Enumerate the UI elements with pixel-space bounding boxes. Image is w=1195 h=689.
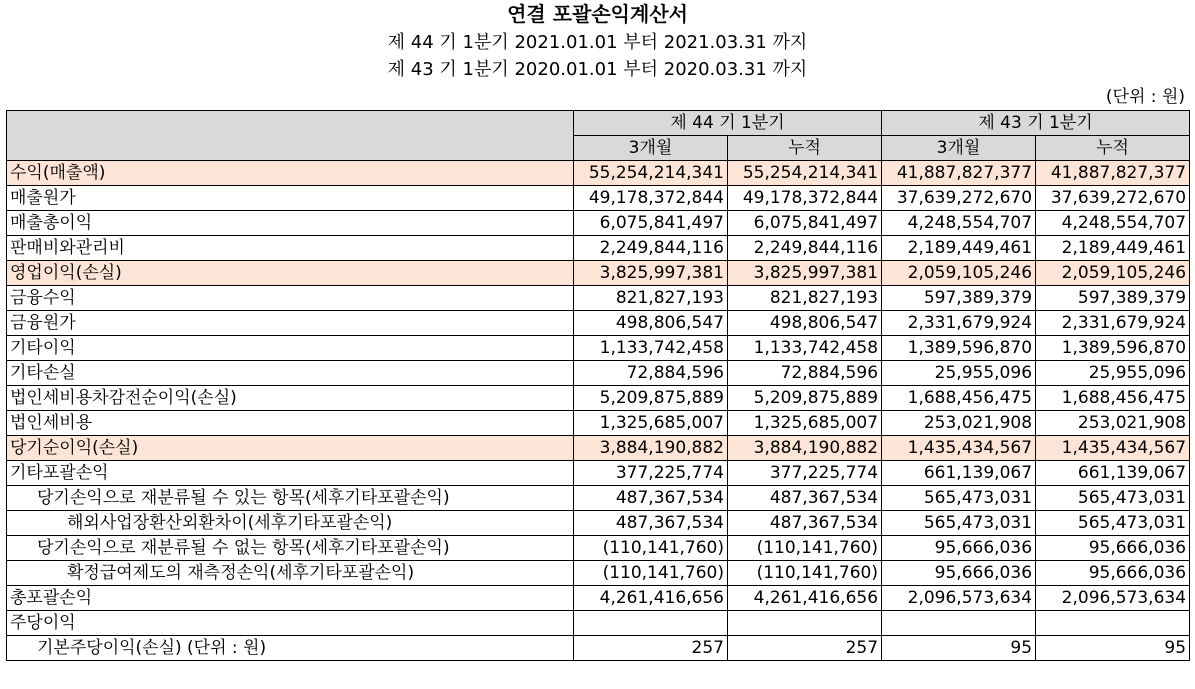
- value-prior-3months: 95: [882, 636, 1036, 661]
- value-current-cumulative: 55,254,214,341: [728, 161, 882, 186]
- value-prior-cumulative: 661,139,067: [1036, 461, 1190, 486]
- value-current-3months: 3,825,997,381: [574, 261, 728, 286]
- value-prior-3months: 2,189,449,461: [882, 236, 1036, 261]
- value-prior-cumulative: [1036, 611, 1190, 636]
- value-prior-cumulative: 37,639,272,670: [1036, 186, 1190, 211]
- value-prior-3months: 95,666,036: [882, 561, 1036, 586]
- row-label: 매출총이익: [7, 211, 574, 236]
- value-prior-3months: 565,473,031: [882, 486, 1036, 511]
- table-row: [7, 436, 1190, 461]
- statement-title: 연결 포괄손익계산서: [507, 2, 688, 26]
- table-row: [7, 386, 1190, 411]
- row-label: 기타이익: [7, 336, 574, 361]
- value-current-3months: (110,141,760): [574, 536, 728, 561]
- value-prior-3months: 1,688,456,475: [882, 386, 1036, 411]
- value-current-3months: 72,884,596: [574, 361, 728, 386]
- value-prior-cumulative: 95,666,036: [1036, 561, 1190, 586]
- row-label: 당기순이익(손실): [7, 436, 574, 461]
- value-current-cumulative: (110,141,760): [728, 536, 882, 561]
- value-prior-cumulative: 2,331,679,924: [1036, 311, 1190, 336]
- value-current-3months: 257: [574, 636, 728, 661]
- row-label: 매출원가: [7, 186, 574, 211]
- table-row: [7, 561, 1190, 586]
- value-current-3months: 487,367,534: [574, 511, 728, 536]
- table-header: [7, 111, 1190, 161]
- value-prior-3months: 2,059,105,246: [882, 261, 1036, 286]
- row-label: 당기손익으로 재분류될 수 없는 항목(세후기타포괄손익): [7, 536, 574, 561]
- row-label: 수익(매출액): [7, 161, 574, 186]
- table-row: [7, 486, 1190, 511]
- table-row: [7, 286, 1190, 311]
- header-current-3months: 3개월: [574, 136, 728, 161]
- value-prior-cumulative: 1,435,434,567: [1036, 436, 1190, 461]
- table-row: [7, 611, 1190, 636]
- table-row: [7, 461, 1190, 486]
- value-prior-3months: 95,666,036: [882, 536, 1036, 561]
- table-row: [7, 536, 1190, 561]
- prior-period: 제 43 기 1분기 2020.01.01 부터 2020.03.31 까지: [387, 59, 808, 80]
- value-prior-cumulative: 597,389,379: [1036, 286, 1190, 311]
- value-current-cumulative: 377,225,774: [728, 461, 882, 486]
- row-label: 총포괄손익: [7, 586, 574, 611]
- value-prior-3months: 565,473,031: [882, 511, 1036, 536]
- value-prior-3months: 41,887,827,377: [882, 161, 1036, 186]
- value-current-3months: (110,141,760): [574, 561, 728, 586]
- value-prior-cumulative: 253,021,908: [1036, 411, 1190, 436]
- row-label: 주당이익: [7, 611, 574, 636]
- row-label: 법인세비용차감전순이익(손실): [7, 386, 574, 411]
- value-current-3months: 1,133,742,458: [574, 336, 728, 361]
- value-current-3months: 2,249,844,116: [574, 236, 728, 261]
- current-period: 제 44 기 1분기 2021.01.01 부터 2021.03.31 까지: [387, 32, 808, 53]
- value-current-cumulative: 487,367,534: [728, 486, 882, 511]
- value-prior-cumulative: 2,096,573,634: [1036, 586, 1190, 611]
- value-current-3months: 49,178,372,844: [574, 186, 728, 211]
- value-current-cumulative: 487,367,534: [728, 511, 882, 536]
- value-prior-cumulative: 565,473,031: [1036, 486, 1190, 511]
- value-current-cumulative: 49,178,372,844: [728, 186, 882, 211]
- table-row: [7, 311, 1190, 336]
- value-current-cumulative: 257: [728, 636, 882, 661]
- value-current-3months: 3,884,190,882: [574, 436, 728, 461]
- value-prior-cumulative: 1,389,596,870: [1036, 336, 1190, 361]
- header-current-cumulative: 누적: [728, 136, 882, 161]
- value-current-3months: 498,806,547: [574, 311, 728, 336]
- table-row: [7, 411, 1190, 436]
- row-label: 당기손익으로 재분류될 수 있는 항목(세후기타포괄손익): [7, 486, 574, 511]
- row-label: 법인세비용: [7, 411, 574, 436]
- row-label: 기타손실: [7, 361, 574, 386]
- value-prior-cumulative: 4,248,554,707: [1036, 211, 1190, 236]
- value-prior-cumulative: 95: [1036, 636, 1190, 661]
- value-prior-3months: [882, 611, 1036, 636]
- row-label: 확정급여제도의 재측정손익(세후기타포괄손익): [7, 561, 574, 586]
- value-prior-3months: 1,389,596,870: [882, 336, 1036, 361]
- header-prior-cumulative: 누적: [1036, 136, 1190, 161]
- value-current-3months: 4,261,416,656: [574, 586, 728, 611]
- header-current-period: 제 44 기 1분기: [574, 111, 882, 136]
- value-prior-cumulative: 95,666,036: [1036, 536, 1190, 561]
- header-prior-period: 제 43 기 1분기: [882, 111, 1190, 136]
- value-current-cumulative: 4,261,416,656: [728, 586, 882, 611]
- value-prior-3months: 253,021,908: [882, 411, 1036, 436]
- table-row: [7, 336, 1190, 361]
- value-current-cumulative: 6,075,841,497: [728, 211, 882, 236]
- value-prior-cumulative: 41,887,827,377: [1036, 161, 1190, 186]
- value-current-cumulative: [728, 611, 882, 636]
- row-label: 영업이익(손실): [7, 261, 574, 286]
- table-row: [7, 186, 1190, 211]
- value-prior-3months: 25,955,096: [882, 361, 1036, 386]
- value-current-3months: 6,075,841,497: [574, 211, 728, 236]
- income-statement-table: [6, 110, 1190, 661]
- value-current-3months: 55,254,214,341: [574, 161, 728, 186]
- value-current-3months: 377,225,774: [574, 461, 728, 486]
- table-row: [7, 586, 1190, 611]
- value-current-cumulative: 3,884,190,882: [728, 436, 882, 461]
- value-prior-cumulative: 2,189,449,461: [1036, 236, 1190, 261]
- value-prior-cumulative: 1,688,456,475: [1036, 386, 1190, 411]
- value-prior-3months: 2,096,573,634: [882, 586, 1036, 611]
- value-current-cumulative: 3,825,997,381: [728, 261, 882, 286]
- value-prior-3months: 1,435,434,567: [882, 436, 1036, 461]
- value-current-3months: 5,209,875,889: [574, 386, 728, 411]
- value-current-cumulative: 821,827,193: [728, 286, 882, 311]
- value-current-3months: 487,367,534: [574, 486, 728, 511]
- value-prior-3months: 661,139,067: [882, 461, 1036, 486]
- value-current-cumulative: 5,209,875,889: [728, 386, 882, 411]
- value-prior-3months: 37,639,272,670: [882, 186, 1036, 211]
- value-prior-cumulative: 25,955,096: [1036, 361, 1190, 386]
- table-row: [7, 161, 1190, 186]
- table-row: [7, 511, 1190, 536]
- table-row: [7, 236, 1190, 261]
- value-current-cumulative: 498,806,547: [728, 311, 882, 336]
- row-label: 판매비와관리비: [7, 236, 574, 261]
- value-prior-cumulative: 565,473,031: [1036, 511, 1190, 536]
- row-label: 기타포괄손익: [7, 461, 574, 486]
- value-prior-cumulative: 2,059,105,246: [1036, 261, 1190, 286]
- table-body: [7, 161, 1190, 661]
- row-label: 기본주당이익(손실) (단위 : 원): [7, 636, 574, 661]
- row-label: 금융수익: [7, 286, 574, 311]
- table-row: [7, 261, 1190, 286]
- row-label: 금융원가: [7, 311, 574, 336]
- value-prior-3months: 597,389,379: [882, 286, 1036, 311]
- value-current-cumulative: 1,133,742,458: [728, 336, 882, 361]
- value-prior-3months: 2,331,679,924: [882, 311, 1036, 336]
- value-current-3months: [574, 611, 728, 636]
- value-current-cumulative: 1,325,685,007: [728, 411, 882, 436]
- row-label: 해외사업장환산외환차이(세후기타포괄손익): [7, 511, 574, 536]
- value-current-3months: 821,827,193: [574, 286, 728, 311]
- header-account-cell: [7, 111, 574, 161]
- value-prior-3months: 4,248,554,707: [882, 211, 1036, 236]
- value-current-cumulative: (110,141,760): [728, 561, 882, 586]
- table-row: [7, 211, 1190, 236]
- header-prior-3months: 3개월: [882, 136, 1036, 161]
- table-row: [7, 636, 1190, 661]
- table-row: [7, 361, 1190, 386]
- value-current-cumulative: 2,249,844,116: [728, 236, 882, 261]
- value-current-3months: 1,325,685,007: [574, 411, 728, 436]
- value-current-cumulative: 72,884,596: [728, 361, 882, 386]
- unit-label: (단위 : 원): [1105, 87, 1185, 107]
